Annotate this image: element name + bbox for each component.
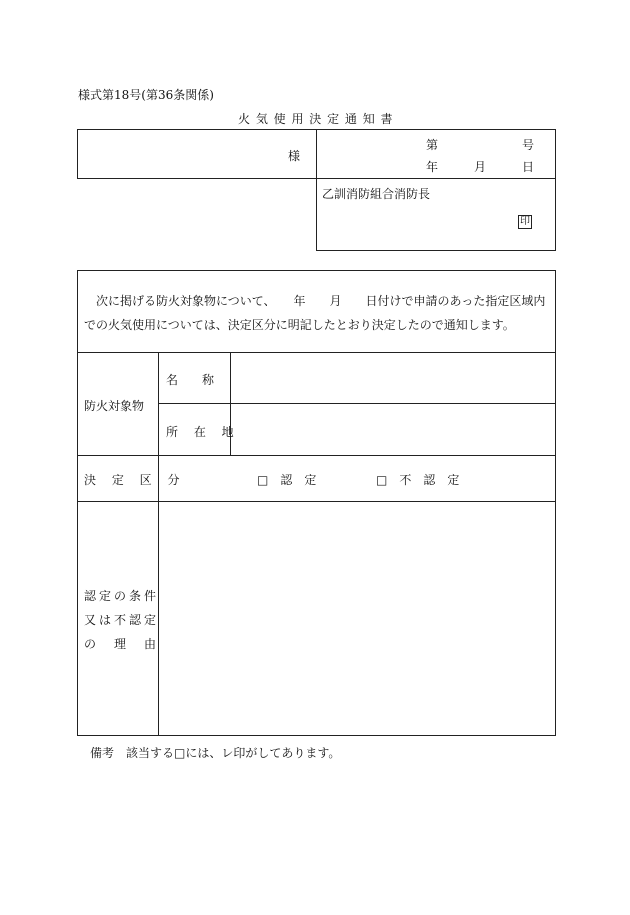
- decision-label-text: 決 定 区 分: [84, 473, 186, 487]
- decision-label: [84, 471, 185, 488]
- issuer-name: 乙訓消防組合消防長: [322, 187, 431, 201]
- date-year: 年: [426, 160, 439, 174]
- addressee-suffix: 様: [288, 149, 301, 163]
- conditions-label-line-3: の 理 由: [84, 637, 160, 651]
- row-divider: [77, 501, 556, 502]
- remark: 備考 該当する□には、レ印がしてあります。: [90, 746, 341, 760]
- name-label: 名 称: [166, 373, 215, 387]
- name-field[interactable]: [236, 364, 548, 392]
- location-label-text: 所 在 地: [166, 425, 240, 439]
- date-day: 日: [522, 160, 535, 174]
- conditions-label-line-1: 認定の条件: [84, 589, 160, 603]
- conditions-field[interactable]: [166, 510, 548, 728]
- form-number: 様式第18号(第36条関係): [78, 88, 214, 102]
- column-divider: [158, 352, 159, 736]
- object-label: 防火対象物: [84, 399, 145, 413]
- row-divider: [158, 403, 556, 404]
- number-suffix: 号: [522, 138, 535, 152]
- document-title: 火 気 使 用 決 定 通 知 書: [238, 112, 394, 126]
- date-month: 月: [474, 160, 487, 174]
- number-prefix: 第: [426, 138, 439, 152]
- conditions-label-line-2: 又は不認定: [84, 613, 160, 627]
- option-not-approved[interactable]: □ 不 認 定: [376, 473, 460, 487]
- row-divider: [77, 352, 556, 353]
- location-label: [166, 423, 240, 440]
- intro-line-1: 次に掲げる防火対象物について、 年 月 日付けで申請のあった指定区域内: [96, 294, 546, 308]
- addressee-field[interactable]: [84, 138, 280, 168]
- official-seal: 印: [520, 216, 530, 227]
- option-approved[interactable]: □ 認 定: [257, 473, 317, 487]
- location-field[interactable]: [236, 415, 548, 443]
- row-divider: [77, 455, 556, 456]
- intro-line-2: での火気使用については、決定区分に明記したとおり決定したので通知します。: [84, 318, 515, 332]
